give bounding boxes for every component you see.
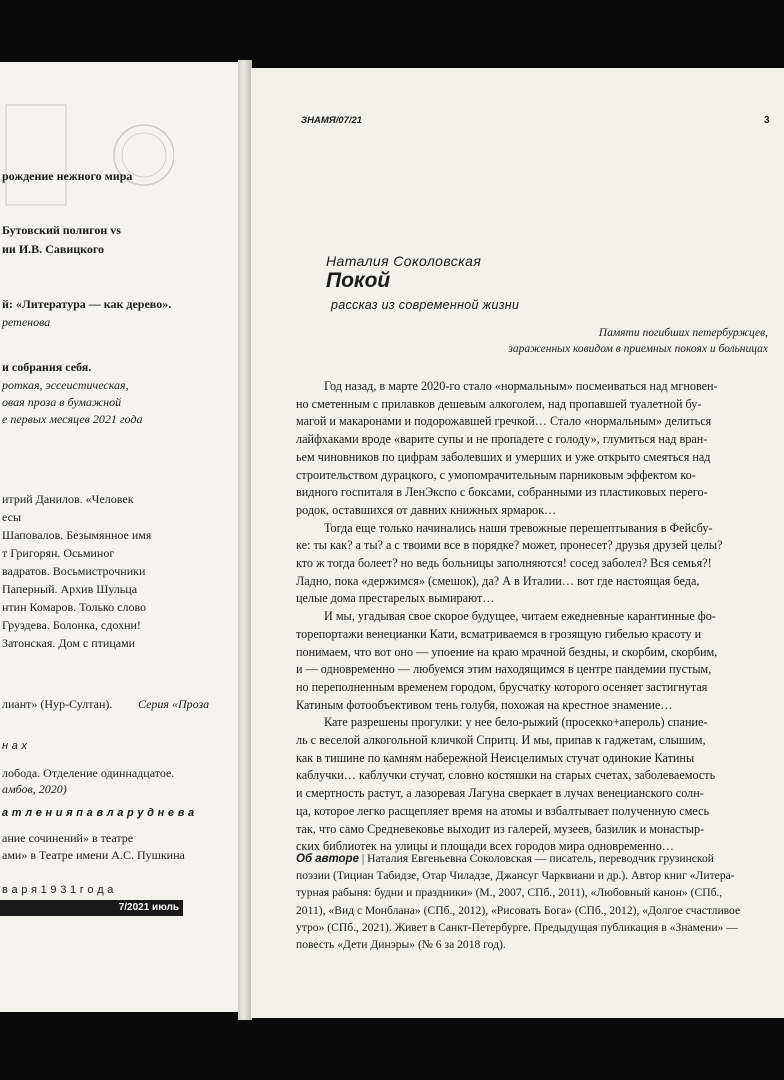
story-line: целые дома престарелых вымирают… [296,591,495,606]
contents-item: лиант» (Нур-Султан). [2,697,113,711]
story-title: Покой [326,269,391,292]
story-line: Год назад, в марте 2020-го стало «нормальным» посмеиваться над мгновен- [324,379,718,393]
contents-item: ами» в Театре имени А.С. Пушкина [2,848,185,862]
about-line: утро» (СПб., 2021). Живет в Санкт-Петербурге. Предыдущая публикация в «Знамени» — [296,920,738,934]
contents-item: и собрания себя. [2,360,92,374]
about-author-first-line [296,850,766,868]
story-subtitle: рассказ из современной жизни [331,298,520,312]
about-line: Наталия Евгеньевна Соколовская — писатель, переводчик грузинской [367,852,714,865]
story-line: так, что само Средневековье выходит из галерей, музеев, базилик и монастыр- [296,821,705,836]
story-line: Катиным фотообъективом тень голубя, похожая на крестное знамение… [296,697,673,712]
contents-item: Шаповалов. Безымянное имя [2,528,152,542]
contents-item: амбов, 2020) [2,782,67,796]
story-line: но сметенным с прилавков дешевым алкоголем, над пропавшей туалетной бу- [296,396,702,411]
epigraph-line-2: зараженных ковидом в приемных покоях и больницах [508,343,768,355]
library-stamp [4,95,174,215]
page-number: 3 [764,115,770,126]
contents-item: роткая, эссеистическая, [2,378,129,392]
book-spine [238,60,252,1020]
contents-item: вадратов. Восьмистрочники [2,564,146,578]
contents-item: рождение нежного мира [2,169,133,183]
story-line: торепортажи венецианки Кати, всматриваемся в грозящую гибелью красоту и [296,626,702,641]
contents-item: а т л е н и я п а в л а р у д н е в а [2,807,195,819]
about-line: 2011), «Вид с Монблана» (СПб., 2012), «Рисовать Бога» (СПб., 2012), «Долгое счастливое [296,903,741,917]
story-line: кто ж тогда болеет? но ведь больницы заполняются! сосед заболел? Вся семья?! [296,556,712,570]
story-line: каблучки… каблучки стучат, словно костяшки на старых счетах, заболеваемость [296,768,716,783]
contents-item: н а х [2,740,28,752]
story-line: И мы, угадывая свое скорое будущее, читаем ежедневные карантинные фо- [324,609,716,624]
story-line: и смертность растут, а лазоревая Лагуна сверкает в лучах венецианского солн- [296,786,704,801]
contents-item: Груздева. Болонка, сдохни! [2,618,141,632]
story-line: Ладно, пока «держимся» (смешок), да? А в Италии… вот где настоящая беда, [296,573,700,588]
story-line: магой и макаронами и подорожавшей гречкой… Стало «нормальным» делиться [296,414,712,429]
issue-label: 7/2021 июль [0,900,183,916]
story-line: родок, оставшихся от давних книжных ярмарок… [296,502,557,517]
story-line: ьем чиновников по цифрам заболевших и умерших и уже открыто смеяться над [296,449,711,464]
contents-item: Паперный. Архив Шульца [2,582,138,596]
about-separator: | [361,852,365,865]
story-line: Кате разрешены прогулки: у нее бело-рыжий (просекко+апероль) спание- [324,715,708,730]
journal-header: ЗНАМЯ/07/21 [301,115,363,126]
story-line: и — одновременно — любуемся этим находящимся в центре пандемии пустым, [296,662,712,677]
story-line: ца, которое легко расщепляет время на атомы и взбалтывает полученную смесь [296,803,710,818]
contents-item: ретенова [2,315,51,329]
story-line: видного госпиталя в ЛенЭкспо с боксами, собранными из пластиковых перего- [296,485,708,500]
story-line: ке: ты как? а ты? а с твоими все в порядке? может, пронесет? друзья друзей целы? [296,538,723,553]
contents-item: овая проза в бумажной [2,395,122,409]
about-label: Об авторе [296,853,359,865]
about-line: поэзии (Тициан Табидзе, Отар Чиладзе, Джансуг Чарквиани и др.). Автор книг «Литера- [296,869,735,883]
contents-item: Затонская. Дом с птицами [2,636,136,650]
contents-item: ии И.В. Савицкого [2,242,105,256]
contents-item: Бутовский полигон vs [2,223,121,237]
author-name: Наталия Соколовская [326,253,482,269]
epigraph-line-1: Памяти погибших петербуржцев, [598,327,768,339]
contents-item: е первых месяцев 2021 года [2,412,143,426]
contents-item: нтин Комаров. Только слово [2,600,147,614]
contents-item: Серия «Проза [138,697,210,711]
story-line: как в тишине по камням набережной Неисцелимых стучат одинокие Катины [296,750,695,765]
contents-item: есы [2,510,22,524]
story-line: ских библиотек на улицы и площади всех городов мира одновременно… [296,839,674,854]
contents-item: ание сочинений» в театре [2,831,134,845]
story-line: ль с веселой алкогольной кличкой Спритц. И мы, припав к гаджетам, слышим, [296,733,706,747]
story-line: но переполненным временем городом, брусчатку которого осеняет застигнутая [296,679,708,694]
story-line: лайфхаками вроде «варите супы и не пропадете с голоду», глумиться над вран- [296,432,708,447]
contents-item: т Григорян. Осьминог [2,546,115,560]
story-line: понимаем, что вот оно — упоение на краю мрачной бездны, и скорбим, скорбим, [296,644,718,659]
story-line: строительством дурацкого, с умопомрачительным парниковым эффектом ко- [296,467,696,482]
contents-item: итрий Данилов. «Человек [2,492,134,506]
contents-item: лобода. Отделение одиннадцатое. [2,766,175,780]
about-line: повесть «Дети Динэры» (№ 6 за 2018 год). [296,938,506,951]
story-line: Тогда еще только начинались наши тревожные перешептывания в Фейсбу- [324,520,713,535]
contents-item: в а р я 1 9 3 1 г о д а [2,884,114,896]
about-line: турная рабыня: будни и праздники» (М., 2007, СПб., 2011), «Любовный канон» (СПб., [296,886,723,900]
contents-item: й: «Литература — как дерево». [2,297,172,311]
